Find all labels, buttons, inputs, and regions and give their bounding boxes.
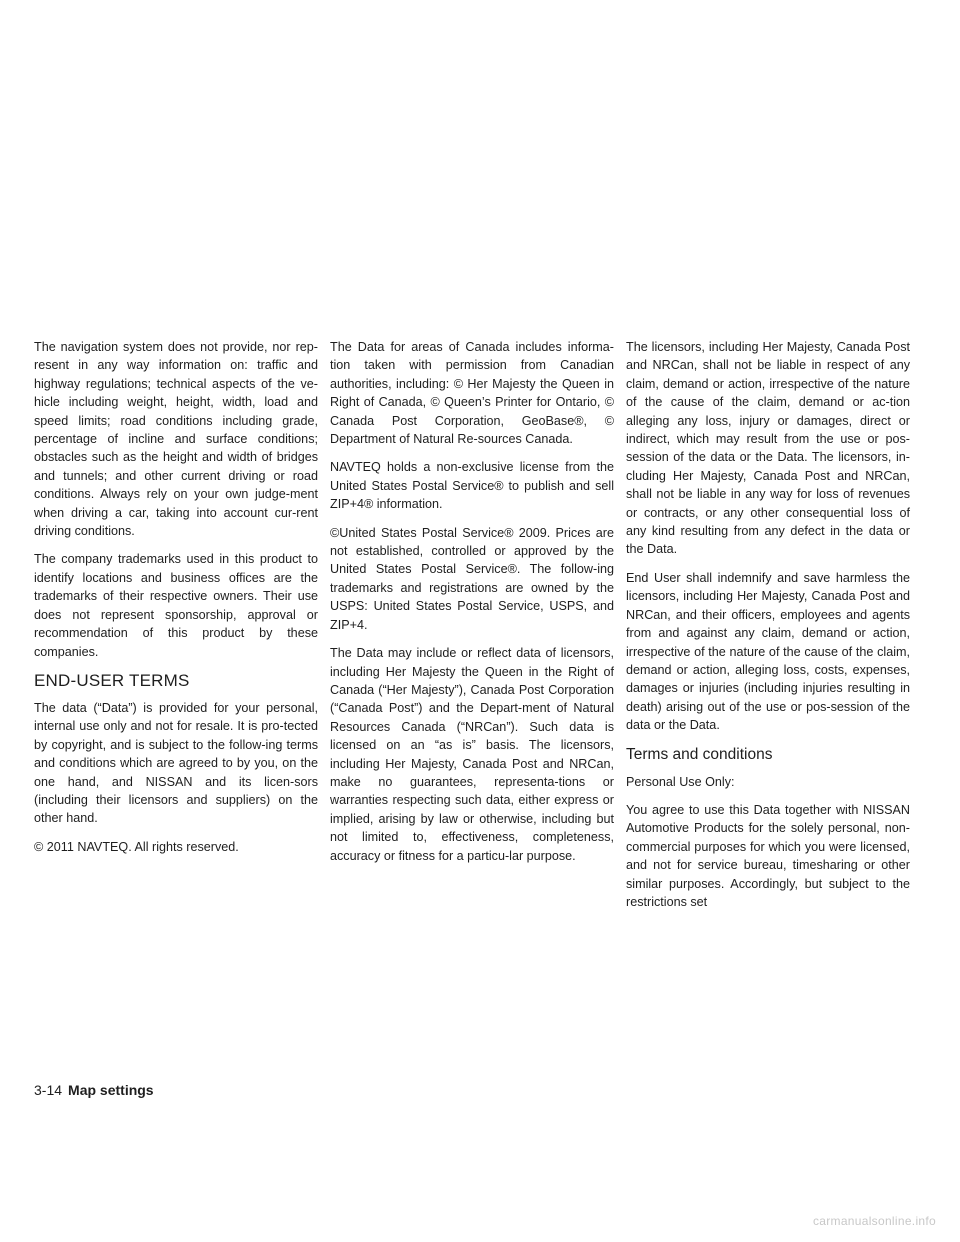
text-column-2 [330,338,614,875]
paragraph: NAVTEQ holds a non-exclusive license from the United States Postal Service® to publish and sell ZIP+4® information. [330,460,614,512]
paragraph: The Data for areas of Canada includes informa-tion taken with permission from Canadian authorities, including: © Her Majesty the Queen in Right of Canada, © Queen’s Printer for Ontario, © Canada Post Corporation, GeoBase®, © Department of Natural Re-sources Canada. [330,340,614,447]
paragraph: The licensors, including Her Majesty, Canada Post and NRCan, shall not be liable in respect of any claim, demand or action, irrespective of the nature of the cause of the claim, demand or ac-tion alleging any loss, injury or damages, direct or indirect, which may result from the use or pos-session of the data or the Data. The licensors, in-cluding Her Majesty, Canada Post and NRCan, shall not be liable in any way for loss of revenues or contracts, or any other consequential loss of any kind resulting from any defect in the data or the Data. [626,340,910,557]
text-column-3 [626,338,910,921]
text-column-1 [34,338,318,866]
page-number: 3-14 [34,1082,63,1098]
watermark: carmanualsonline.info [812,1214,936,1228]
copyright-line: © 2011 NAVTEQ. All rights reserved. [34,839,239,854]
section-title: Map settings [68,1082,154,1098]
paragraph: You agree to use this Data together with NISSAN Automotive Products for the solely personal, non-commercial purposes for which you were licensed, and not for service bureau, timesharing or other similar purposes. Accordingly, but subject to the restrictions set [626,802,910,909]
paragraph: End User shall indemnify and save harmless the licensors, including Her Majesty, Canada Post and NRCan, and their officers, employees and agents from and against any claim, demand or action, irrespective of the nature of the cause of the claim, demand or action, alleging loss, costs, expenses, damages or injuries (including injuries resulting in death) arising out of the use or pos-session of the data or the Data. [626,570,910,733]
paragraph: The Data may include or reflect data of licensors, including Her Majesty the Queen in the Right of Canada (“Her Majesty”), Canada Post Corporation (“Canada Post”) and the Depart-ment of Natural Resources Canada (“NRCan”). Such data is licensed on an “as is” basis. The licensors, including Her Majesty, Canada Post and NRCan, make no guarantees, representa-tions or warranties respecting such data, either express or implied, arising by law or otherwise, including but not limited to, effectiveness, completeness, accuracy or fitness for a particu-lar purpose. [330,646,614,863]
paragraph: The company trademarks used in this product to identify locations and business offices are the trademarks of their respective owners. Their use does not represent sponsorship, approval or recommendation of this product by these companies. [34,552,318,659]
paragraph: The data (“Data”) is provided for your personal, internal use only and not for resale. It is pro-tected by copyright, and is subject to the follow-ing terms and conditions which are agreed to by you, on the one hand, and NISSAN and its licen-sors (including their licensors and suppliers) on the other hand. [34,700,318,826]
subsection-heading: Terms and conditions [626,745,773,763]
section-heading: END-USER TERMS [34,670,190,690]
subheading-label: Personal Use Only: [626,774,735,789]
paragraph: The navigation system does not provide, nor rep-resent in any way information on: traffic and highway regulations; technical aspects of the ve-hicle including weight, height, width, load and speed limits; road conditions including grade, percentage of incline and surface conditions; obstacles such as the height and width of bridges and tunnels; and other current driving or road conditions. Always rely on your own judge-ment when driving a car, taking into account cur-rent driving conditions. [34,340,318,539]
paragraph: ©United States Postal Service® 2009. Prices are not established, controlled or approved by the United States Postal Service®. The follow-ing trademarks and registrations are owned by the USPS: United States Postal Service, USPS, and ZIP+4. [330,525,614,632]
page-footer [34,1081,154,1099]
